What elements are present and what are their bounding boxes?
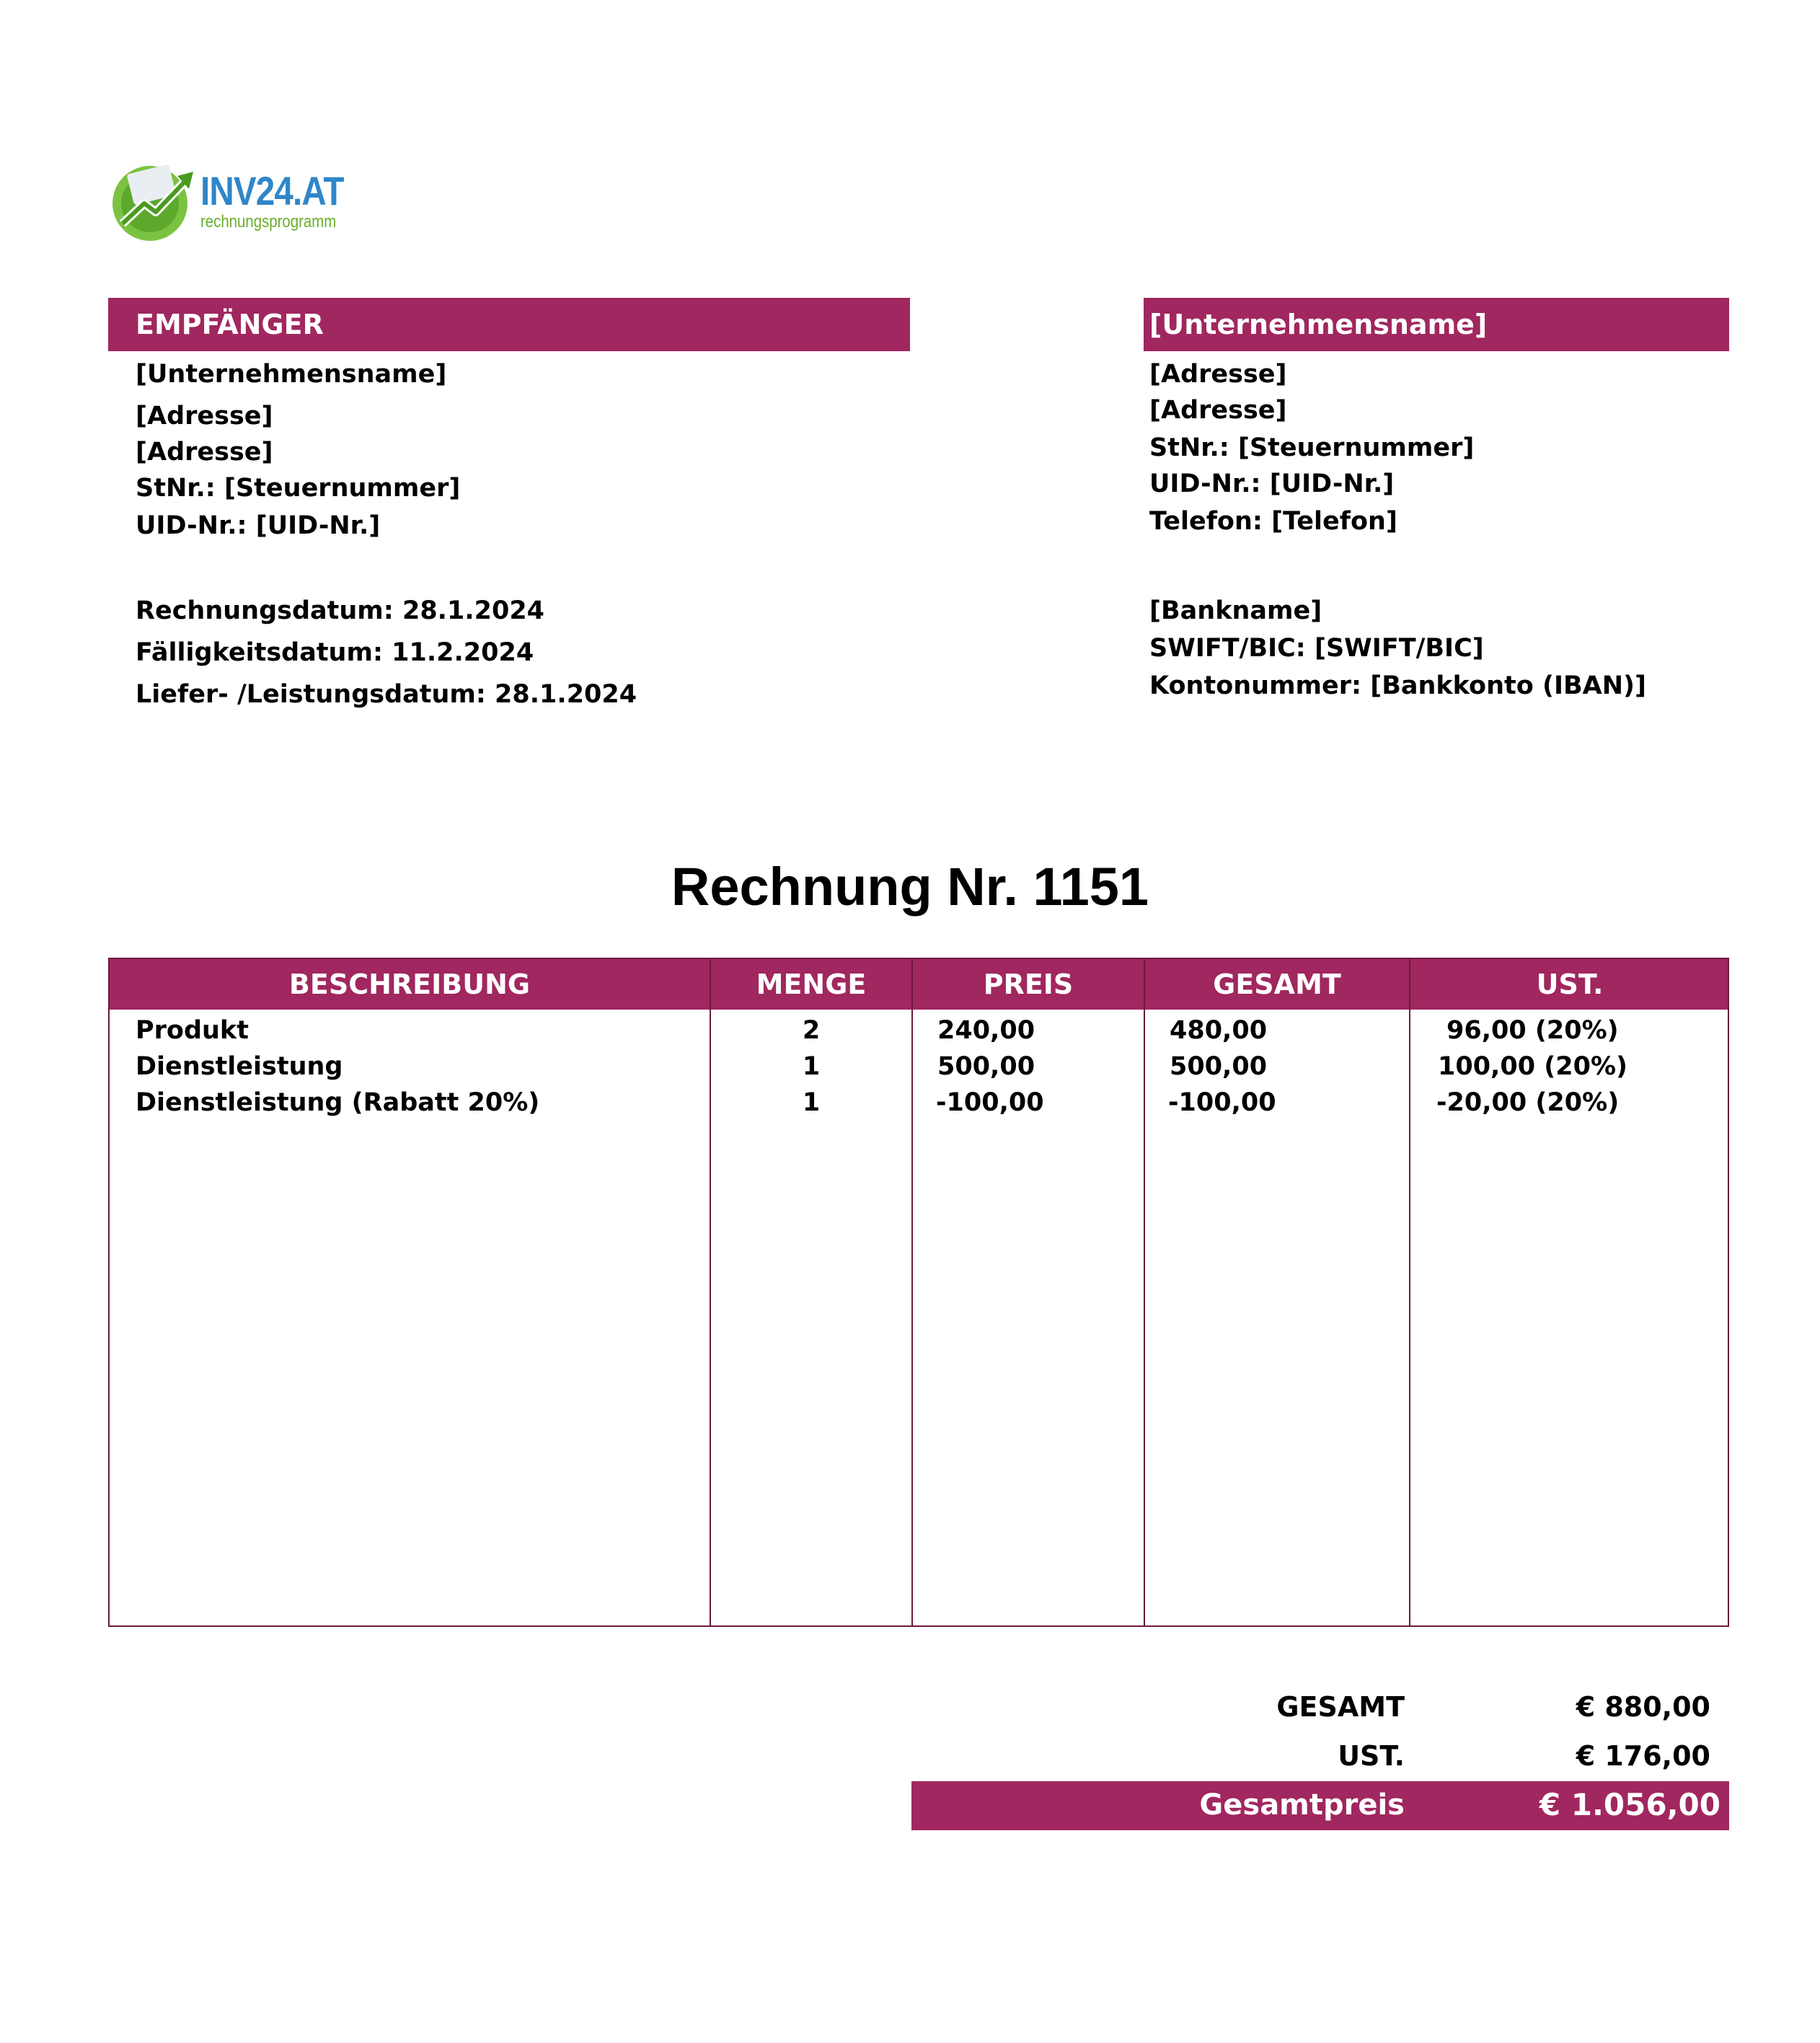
recipient-vat-id: UID-Nr.: [UID-Nr.] <box>136 511 381 540</box>
column-divider <box>911 959 913 1625</box>
row-2-vat: 100,00 (20%) <box>1438 1052 1628 1081</box>
tax-value: € 176,00 <box>1576 1740 1710 1772</box>
row-3-quantity: 1 <box>802 1088 821 1117</box>
row-1-vat: 96,00 (20%) <box>1446 1016 1619 1045</box>
row-1-quantity: 2 <box>802 1016 821 1045</box>
sender-address-1: [Adresse] <box>1149 360 1287 389</box>
invoice-title: Rechnung Nr. 1151 <box>671 857 1149 917</box>
header-total: GESAMT <box>1213 968 1341 1000</box>
sender-phone: Telefon: [Telefon] <box>1149 507 1397 536</box>
bank-account: Kontonummer: [Bankkonto (IBAN)] <box>1149 671 1647 700</box>
header-price: PREIS <box>983 968 1074 1000</box>
column-divider <box>1409 959 1410 1625</box>
sender-vat-id: UID-Nr.: [UID-Nr.] <box>1149 469 1395 498</box>
grand-total-bar <box>911 1781 1729 1830</box>
logo-wordmark <box>200 169 369 231</box>
row-1-total: 480,00 <box>1170 1016 1268 1045</box>
row-3-description: Dienstleistung (Rabatt 20%) <box>136 1088 540 1117</box>
row-2-quantity: 1 <box>802 1052 821 1081</box>
bank-name: [Bankname] <box>1149 596 1322 625</box>
recipient-address-1: [Adresse] <box>136 402 273 431</box>
due-date: Fälligkeitsdatum: 11.2.2024 <box>136 638 534 667</box>
row-1-description: Produkt <box>136 1016 249 1045</box>
row-3-vat: -20,00 (20%) <box>1436 1088 1620 1117</box>
recipient-header-label: EMPFÄNGER <box>136 309 324 340</box>
grand-total-value: € 1.056,00 <box>1539 1787 1720 1822</box>
row-2-total: 500,00 <box>1170 1052 1268 1081</box>
logo-subtitle: rechnungsprogramm <box>200 212 337 231</box>
header-vat: UST. <box>1536 968 1604 1000</box>
grand-total-label: Gesamtpreis <box>1199 1788 1405 1822</box>
header-description: BESCHREIBUNG <box>288 968 531 1000</box>
header-quantity: MENGE <box>756 968 867 1000</box>
sender-header <box>1144 298 1729 351</box>
invoice-date: Rechnungsdatum: 28.1.2024 <box>136 596 545 625</box>
row-1-price: 240,00 <box>937 1016 1035 1045</box>
tax-label: UST. <box>1338 1740 1405 1772</box>
row-3-price: -100,00 <box>936 1088 1044 1117</box>
subtotal-value: € 880,00 <box>1576 1691 1710 1723</box>
subtotal-label: GESAMT <box>1276 1691 1405 1723</box>
recipient-header <box>108 298 910 351</box>
sender-address-2: [Adresse] <box>1149 396 1287 425</box>
sender-tax-number: StNr.: [Steuernummer] <box>1149 433 1475 462</box>
logo-brand: INV24.AT <box>200 168 344 213</box>
recipient-address-2: [Adresse] <box>136 438 273 467</box>
row-2-description: Dienstleistung <box>136 1052 343 1081</box>
recipient-company: [Unternehmensname] <box>136 360 447 389</box>
bank-swift: SWIFT/BIC: [SWIFT/BIC] <box>1149 634 1484 663</box>
row-2-price: 500,00 <box>937 1052 1035 1081</box>
column-divider <box>1144 959 1145 1625</box>
delivery-date: Liefer- /Leistungsdatum: 28.1.2024 <box>136 680 637 709</box>
recipient-tax-number: StNr.: [Steuernummer] <box>136 474 461 503</box>
sender-company: [Unternehmensname] <box>1149 309 1488 340</box>
items-table <box>108 958 1729 1627</box>
row-3-total: -100,00 <box>1168 1088 1276 1117</box>
